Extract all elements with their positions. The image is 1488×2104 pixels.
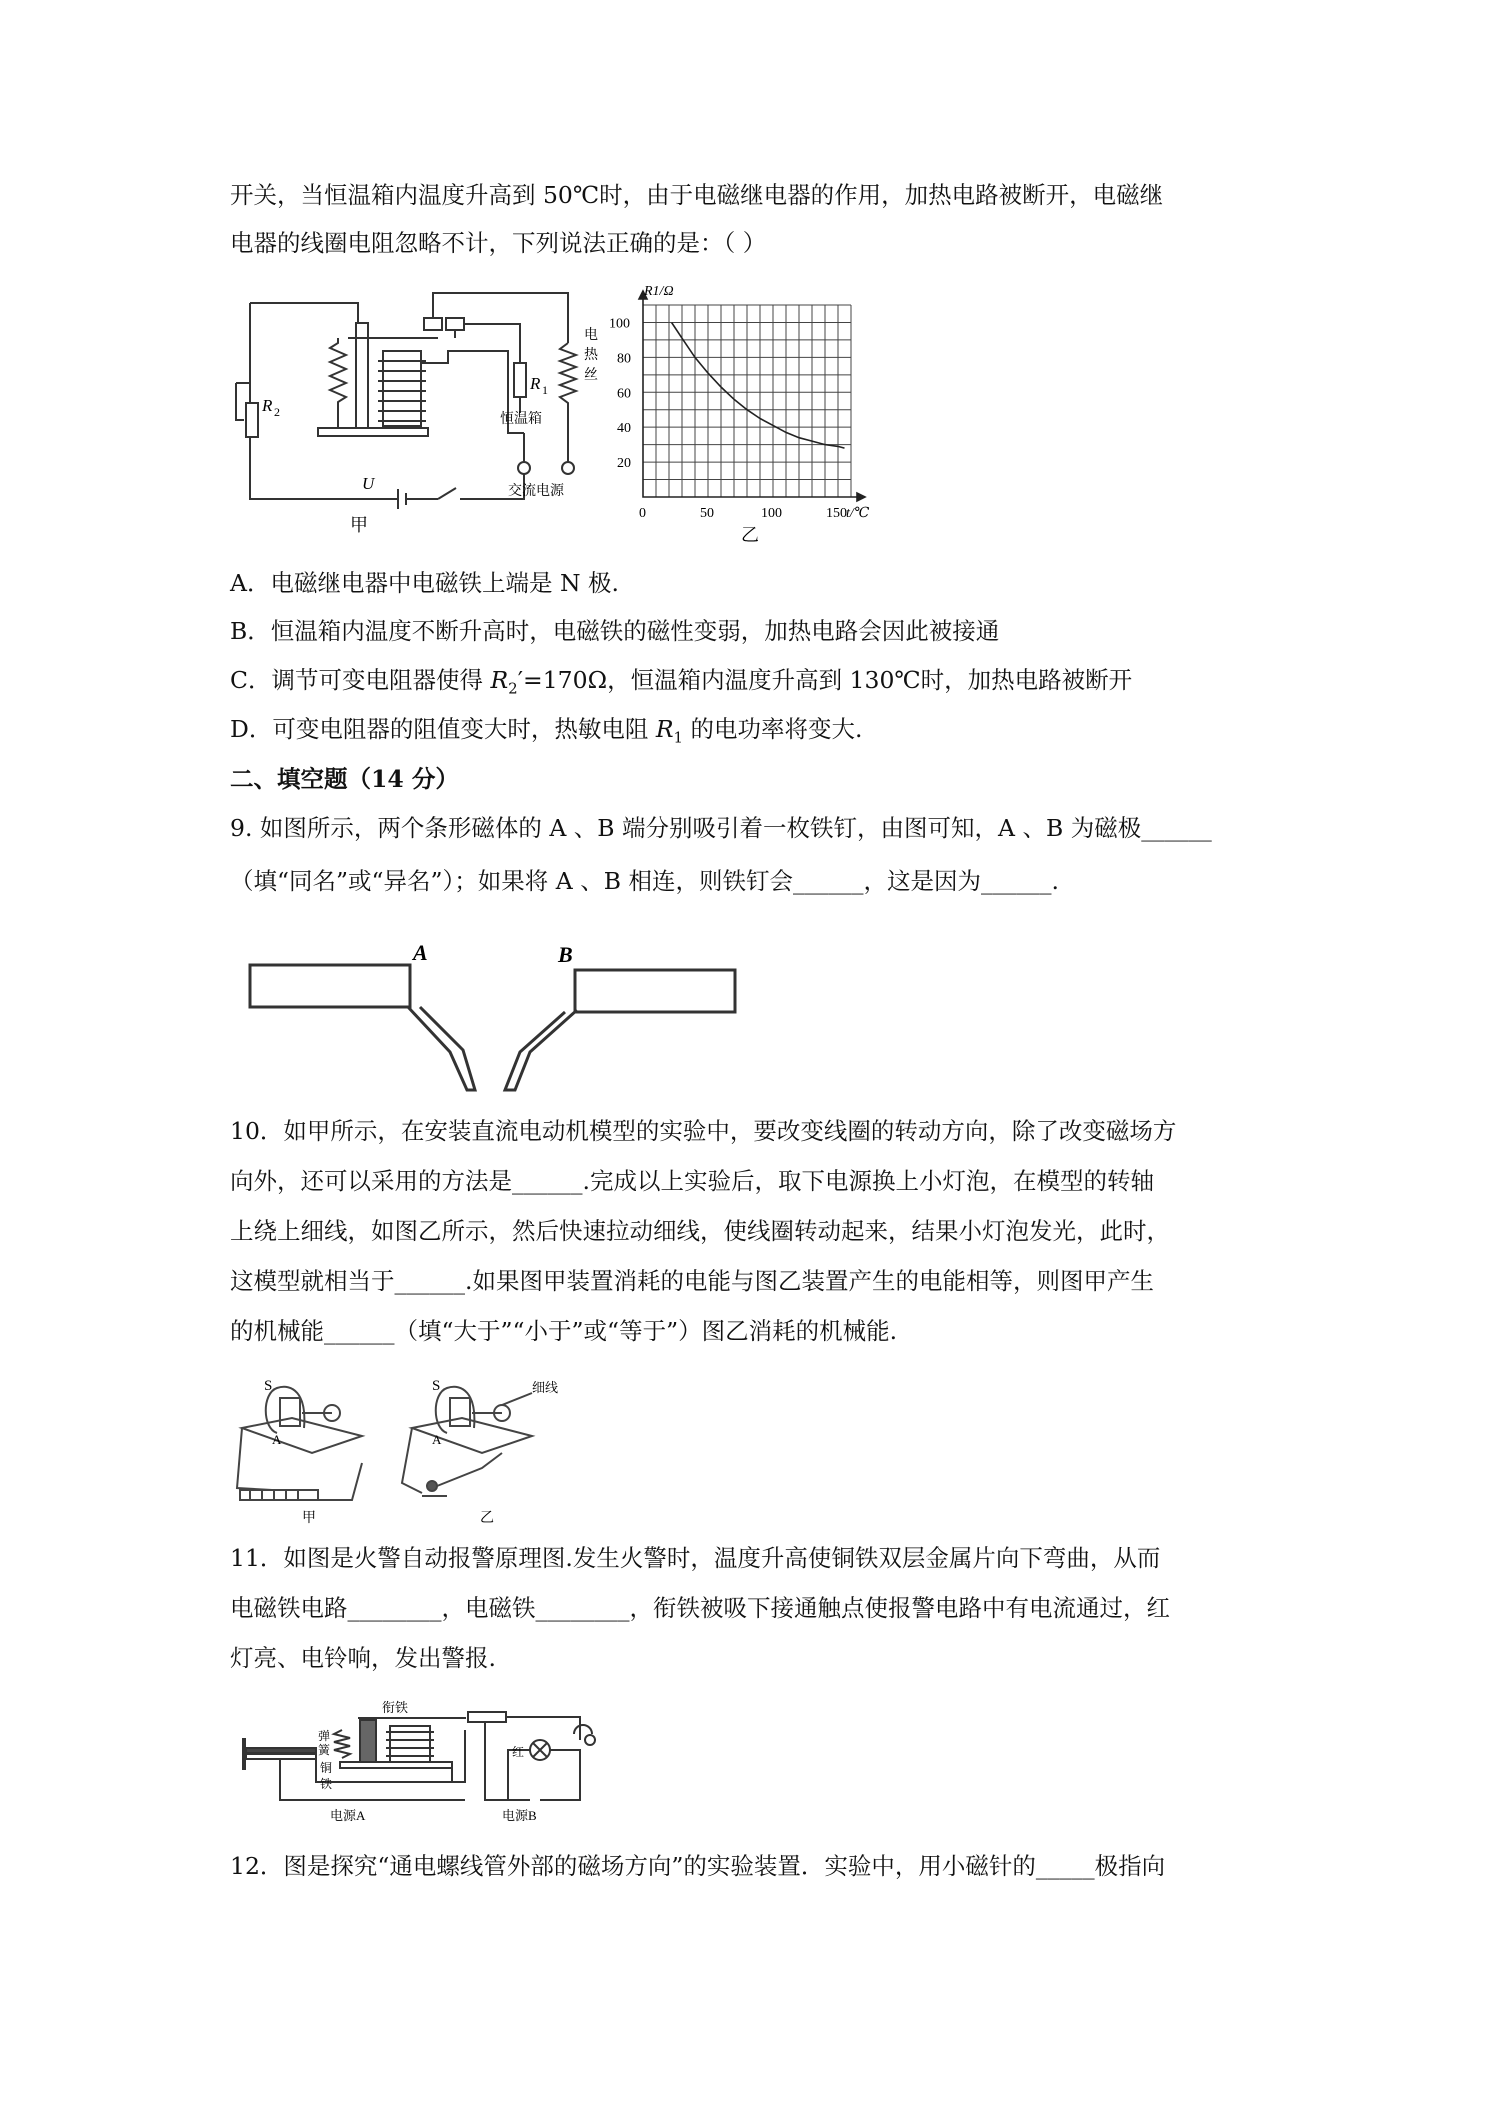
q10-line-2: 向外，还可以采用的方法是______.完成以上实验后，取下电源换上小灯泡，在模型的转轴 xyxy=(230,1167,1154,1195)
x-tick-label: 0 xyxy=(639,506,646,521)
q11-line-1: 11．如图是火警自动报警原理图.发生火警时，温度升高使铜铁双层金属片向下弯曲，从而 xyxy=(230,1544,1161,1572)
caption-motor-jia: 甲 xyxy=(302,1511,316,1526)
label-heater-1: 电 xyxy=(584,328,598,343)
q8-intro-line-2: 电器的线圈电阻忽略不计，下列说法正确的是：（ ） xyxy=(230,229,767,257)
q8-option-c-post: ′=170Ω，恒温箱内温度升高到 130℃时，加热电路被断开 xyxy=(517,666,1133,694)
label-armature: 衔铁 xyxy=(382,1700,409,1715)
label-pole-A: A xyxy=(413,940,428,965)
q8-option-d xyxy=(230,714,863,753)
label-iron: 铁 xyxy=(320,1777,333,1791)
chart-xlabel: t/℃ xyxy=(846,506,870,521)
q8-option-d-pre: D．可变电阻器的阻值变大时，热敏电阻 xyxy=(230,715,656,743)
label-thermostat-box: 恒温箱 xyxy=(500,412,542,427)
figure-bar-magnets xyxy=(245,940,745,1120)
caption-jia: 甲 xyxy=(350,515,368,535)
label-A-yi: A xyxy=(432,1432,442,1447)
q11-line-2: 电磁铁电路________，电磁铁________，衔铁被吸下接通触点使报警电路中有电流通过，红 xyxy=(230,1594,1170,1622)
q8-option-c-sub: 2 xyxy=(508,679,518,698)
q8-option-d-sub: 1 xyxy=(673,728,684,747)
q10-line-5: 的机械能______（填“大于”“小于”或“等于”）图乙消耗的机械能. xyxy=(230,1317,898,1345)
q8-intro-line-1: 开关，当恒温箱内温度升高到 50℃时，由于电磁继电器的作用，加热电路被断开，电磁继 xyxy=(230,181,1164,209)
q8-option-a: A．电磁继电器中电磁铁上端是 N 极. xyxy=(230,569,619,597)
label-heater-2: 热 xyxy=(584,348,598,363)
label-voltage-U: U xyxy=(362,474,375,493)
q8-option-d-post: 的电功率将变大. xyxy=(683,715,863,743)
y-tick-label: 40 xyxy=(617,421,631,437)
label-copper: 铜 xyxy=(320,1761,333,1775)
q10-line-3: 上绕上细线，如图乙所示，然后快速拉动细线，使线圈转动起来，结果小灯泡发光，此时， xyxy=(230,1217,1170,1245)
series-line xyxy=(672,323,845,449)
label-A-jia: A xyxy=(272,1432,282,1447)
q10-line-1: 10．如甲所示，在安装直流电动机模型的实验中，要改变线圈的转动方向，除了改变磁场方 xyxy=(230,1117,1177,1145)
label-spring-2: 簧 xyxy=(318,1743,331,1757)
q9-line-2: （填“同名”或“异名”）；如果将 A 、B 相连，则铁钉会______，这是因为______. xyxy=(230,867,1059,895)
q8-option-b: B．恒温箱内温度不断升高时，电磁铁的磁性变弱，加热电路会因此被接通 xyxy=(230,617,1000,645)
label-S-yi: S xyxy=(432,1378,441,1394)
y-tick-label: 100 xyxy=(609,316,630,332)
chart-ylabel: R1/Ω xyxy=(644,284,674,299)
y-tick-label: 20 xyxy=(617,456,631,472)
label-spring-1: 弹 xyxy=(318,1729,331,1743)
label-thin-line: 细线 xyxy=(532,1380,559,1395)
label-S-jia: S xyxy=(264,1378,273,1394)
label-R2: R xyxy=(262,396,273,415)
chart-axes-lines xyxy=(643,291,865,497)
label-R1-sub: 1 xyxy=(542,383,548,397)
q8-option-c xyxy=(230,665,1132,704)
label-ac-power: 交流电源 xyxy=(508,484,564,499)
q8-option-d-var: R xyxy=(655,715,674,743)
section-heading: 二、填空题（14 分） xyxy=(230,765,459,793)
q11-line-3: 灯亮、电铃响，发出警报. xyxy=(230,1644,496,1672)
caption-yi: 乙 xyxy=(741,525,759,545)
q10-line-4: 这模型就相当于______.如果图甲装置消耗的电能与图乙装置产生的电能相等，则图甲产生 xyxy=(230,1267,1154,1295)
q8-option-c-var: R xyxy=(490,666,509,694)
q12-line-1: 12．图是探究“通电螺线管外部的磁场方向”的实验装置．实验中，用小磁针的_____极指向 xyxy=(230,1852,1166,1880)
figure-relay-circuit xyxy=(238,283,598,545)
caption-motor-yi: 乙 xyxy=(480,1511,494,1526)
label-power-b: 电源B xyxy=(502,1808,537,1823)
figure-fire-alarm xyxy=(240,1700,610,1830)
x-tick-label: 150 xyxy=(826,506,847,521)
x-axis-arrow xyxy=(857,493,865,501)
q8-option-c-pre: C．调节可变电阻器使得 xyxy=(230,666,491,694)
y-tick-label: 60 xyxy=(617,386,631,402)
label-red-light: 红 xyxy=(512,1745,525,1759)
x-tick-label: 50 xyxy=(700,506,714,521)
figure-motor-models xyxy=(232,1368,559,1528)
label-R1: R xyxy=(530,374,541,393)
x-tick-label: 100 xyxy=(761,506,782,521)
y-tick-label: 80 xyxy=(617,351,631,367)
label-pole-B: B xyxy=(558,942,573,967)
label-heater-3: 丝 xyxy=(584,368,598,383)
q9-line-1: 9. 如图所示，两个条形磁体的 A 、B 端分别吸引着一枚铁钉，由图可知，A 、B 为磁极______ xyxy=(230,814,1212,842)
label-power-a: 电源A xyxy=(330,1808,366,1823)
chart-R1-vs-t xyxy=(598,275,898,545)
label-R2-sub: 2 xyxy=(274,405,280,419)
